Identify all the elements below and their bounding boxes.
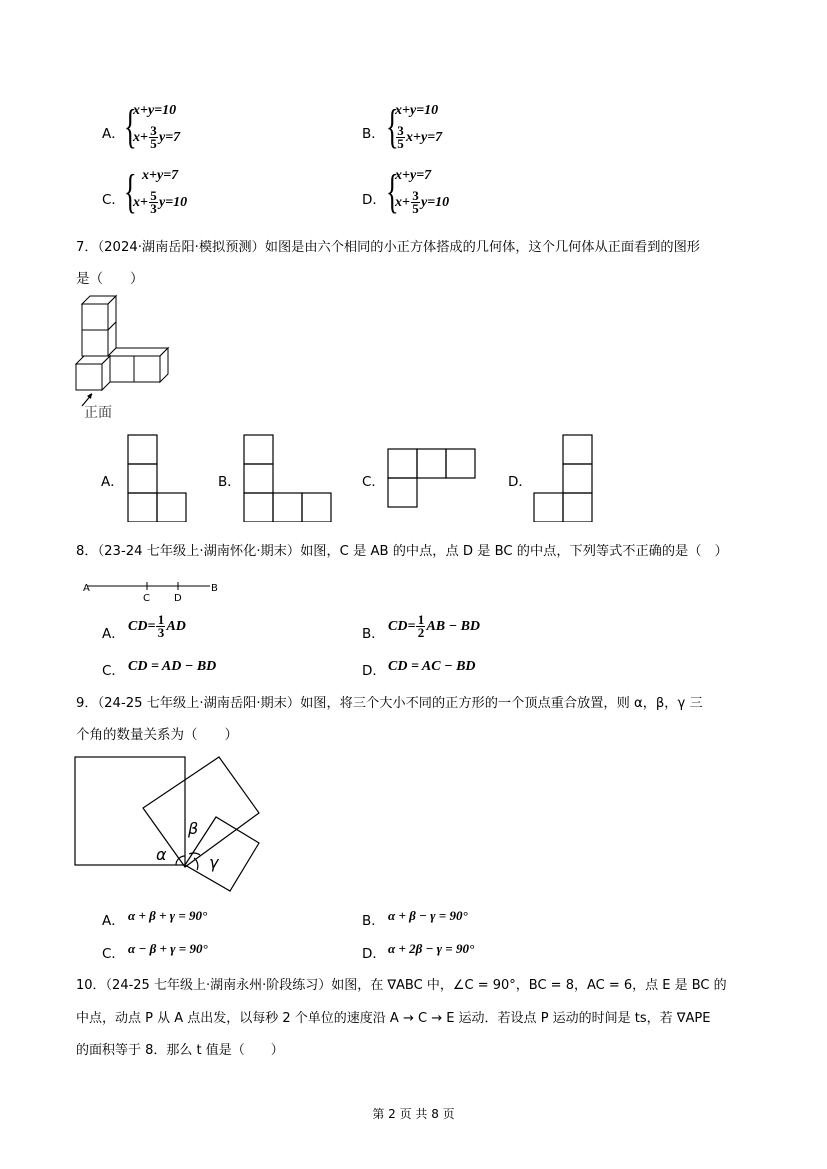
q10-stem-line1: 10．（24-25 七年级上·湖南永州·阶段练习）如图，在 ∇ABC 中，∠C = 90°，BC = 8，AC = 6，点 E 是 BC 的	[76, 978, 727, 993]
q8-segment-figure	[82, 578, 222, 602]
q9-angle-alpha: α	[156, 845, 167, 864]
q9-option-a-label: A．	[102, 913, 125, 929]
q8-option-d-label: D．	[362, 663, 386, 679]
q9-option-b-label: B．	[362, 913, 385, 929]
q10-stem-line2: 中点，动点 P 从 A 点出发，以每秒 2 个单位的速度沿 A → C → E 运动．若设点 P 运动的时间是 ts，若 ∇APE	[76, 1011, 711, 1026]
q6-option-b-label: B．	[362, 126, 385, 142]
q7-option-d-figure	[533, 434, 595, 522]
q8-option-b-label: B．	[362, 626, 385, 642]
q9-angle-beta: β	[188, 819, 199, 838]
q6-option-c-label: C．	[102, 192, 125, 208]
q8-point-a: A	[83, 583, 90, 594]
q8-point-b: B	[211, 583, 218, 594]
q9-option-c: α − β + γ = 90°	[128, 941, 208, 956]
q9-option-d: α + 2β − γ = 90°	[388, 941, 475, 956]
q7-stem-line1: 7．（2024·湖南岳阳·模拟预测）如图是由六个相同的小正方体搭成的几何体，这个几何体从正面看到的图形	[76, 240, 700, 255]
q8-option-b: CD= $\frac{1}{2}$ AB − BD	[388, 612, 481, 640]
q7-option-b-figure	[243, 434, 333, 522]
q7-option-a-figure	[127, 434, 187, 522]
q8-option-a-label: A．	[102, 626, 125, 642]
q9-angle-gamma: γ	[209, 853, 219, 872]
q8-option-c: CD = AD − BD	[128, 659, 217, 674]
q6-option-a-label: A．	[102, 126, 125, 142]
q8-point-d: D	[174, 593, 182, 602]
q7-stem-line2: 是（ ）	[76, 271, 144, 287]
q7-option-c-figure	[387, 448, 477, 508]
q9-stem-line1: 9．（24-25 七年级上·湖南岳阳·期末）如图，将三个大小不同的正方形的一个顶点重合放置，则 α，β，γ 三	[76, 696, 703, 711]
q8-option-c-label: C．	[102, 663, 125, 679]
q7-option-a-label: A．	[101, 474, 124, 490]
q8-option-a: CD= $\frac{1}{3}$ AD	[128, 612, 186, 640]
q9-option-c-label: C．	[102, 946, 125, 962]
q6-option-d-label: D．	[362, 192, 386, 208]
q7-option-b-label: B．	[218, 474, 241, 490]
q9-stem-line2: 个角的数量关系为（ ）	[76, 727, 238, 743]
q7-option-d-label: D．	[508, 474, 532, 490]
q9-option-a: α + β + γ = 90°	[128, 908, 208, 923]
q8-option-d: CD = AC − BD	[388, 659, 476, 674]
q7-front-label: 正面	[84, 405, 112, 421]
q10-stem-line3: 的面积等于 8．那么 t 值是（ ）	[76, 1043, 284, 1058]
q9-squares-figure	[72, 754, 267, 896]
q9-option-d-label: D．	[362, 946, 386, 962]
q8-point-c: C	[143, 593, 150, 602]
q7-option-c-label: C．	[362, 474, 385, 490]
q8-stem: 8．（23-24 七年级上·湖南怀化·期末）如图，C 是 AB 的中点，点 D 是 BC 的中点，下列等式不正确的是（ ）	[76, 544, 728, 559]
q9-option-b: α + β − γ = 90°	[388, 908, 468, 923]
page-footer: 第 2 页 共 8 页	[372, 1107, 455, 1121]
